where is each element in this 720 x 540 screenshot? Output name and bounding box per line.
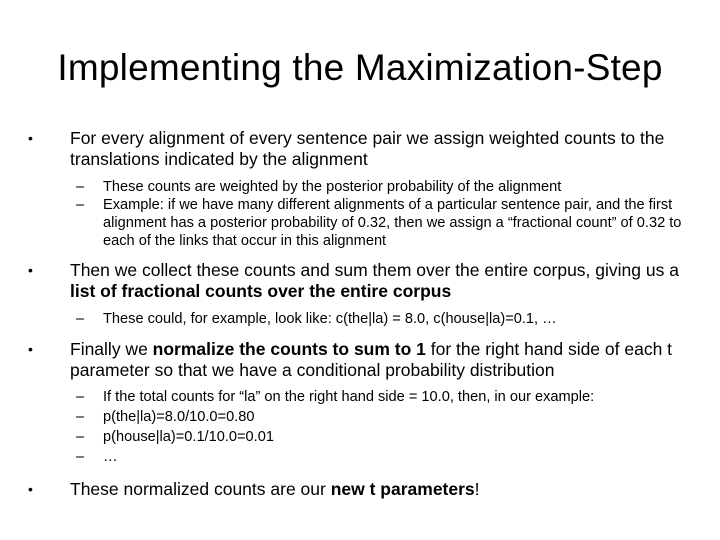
bullet-item (28, 128, 692, 170)
bullet-marker: • (28, 262, 33, 278)
slide-title: Implementing the Maximization-Step (57, 47, 663, 88)
bullet-item (28, 260, 692, 302)
emphasis-text: list of fractional counts over the entire corpus (70, 281, 452, 301)
bullet-text-part: These normalized counts are our (70, 479, 331, 499)
bullet-item (28, 479, 692, 500)
sub-bullet-text: … (103, 449, 118, 465)
sub-bullet-text: If the total counts for “la” on the right hand side = 10.0, then, in our example: (103, 389, 595, 405)
bullet-item (28, 339, 692, 381)
dash-marker: – (76, 409, 85, 425)
dash-marker: – (76, 449, 85, 465)
dash-marker: – (76, 311, 85, 327)
sub-list (28, 178, 692, 250)
bullet-marker: • (28, 130, 33, 146)
bullet-text: For every alignment of every sentence pair we assign weighted counts to the translations indicated by the alignment (70, 128, 665, 169)
dash-marker: – (76, 179, 85, 195)
bullet-text-part: Then we collect these counts and sum them over the entire corpus, giving us a (70, 260, 679, 280)
sub-bullet-text: p(house|la)=0.1/10.0=0.01 (103, 429, 274, 445)
bullet-text (70, 339, 672, 380)
sub-bullet-text: p(the|la)=8.0/10.0=0.80 (103, 409, 255, 425)
bullet-text (70, 479, 480, 499)
sub-bullet-item (28, 447, 692, 467)
sub-list (28, 387, 692, 467)
sub-bullet-item (28, 310, 692, 328)
emphasis-text: new t parameters (330, 479, 475, 499)
sub-bullet-item (28, 178, 692, 196)
sub-bullet-item (28, 387, 692, 407)
sub-list (28, 310, 692, 328)
sub-bullet-item (28, 427, 692, 447)
dash-marker: – (76, 197, 85, 213)
bullet-list (28, 128, 692, 500)
bullet-text-part: ! (474, 479, 480, 499)
sub-bullet-item (28, 407, 692, 427)
sub-bullet-item (28, 196, 692, 250)
emphasis-text: normalize the counts to sum to 1 (152, 339, 426, 359)
bullet-marker: • (28, 341, 33, 357)
sub-bullet-text: These could, for example, look like: c(the|la) = 8.0, c(house|la)=0.1, … (103, 311, 557, 327)
dash-marker: – (76, 389, 85, 405)
bullet-marker: • (28, 481, 33, 497)
sub-bullet-text: These counts are weighted by the posterior probability of the alignment (103, 179, 562, 195)
bullet-text (70, 260, 679, 301)
bullet-text-part: for the right hand side of each t parameter so that we have a conditional probability distribution (70, 339, 673, 380)
sub-bullet-text: Example: if we have many different alignments of a particular sentence pair, and the first alignment has a posterior probability of 0.32, then we assign a “fractional count” of 0.32 to each of the links that occur in this alignment (103, 197, 682, 249)
bullet-text-part: Finally we (70, 339, 153, 359)
dash-marker: – (76, 429, 85, 445)
